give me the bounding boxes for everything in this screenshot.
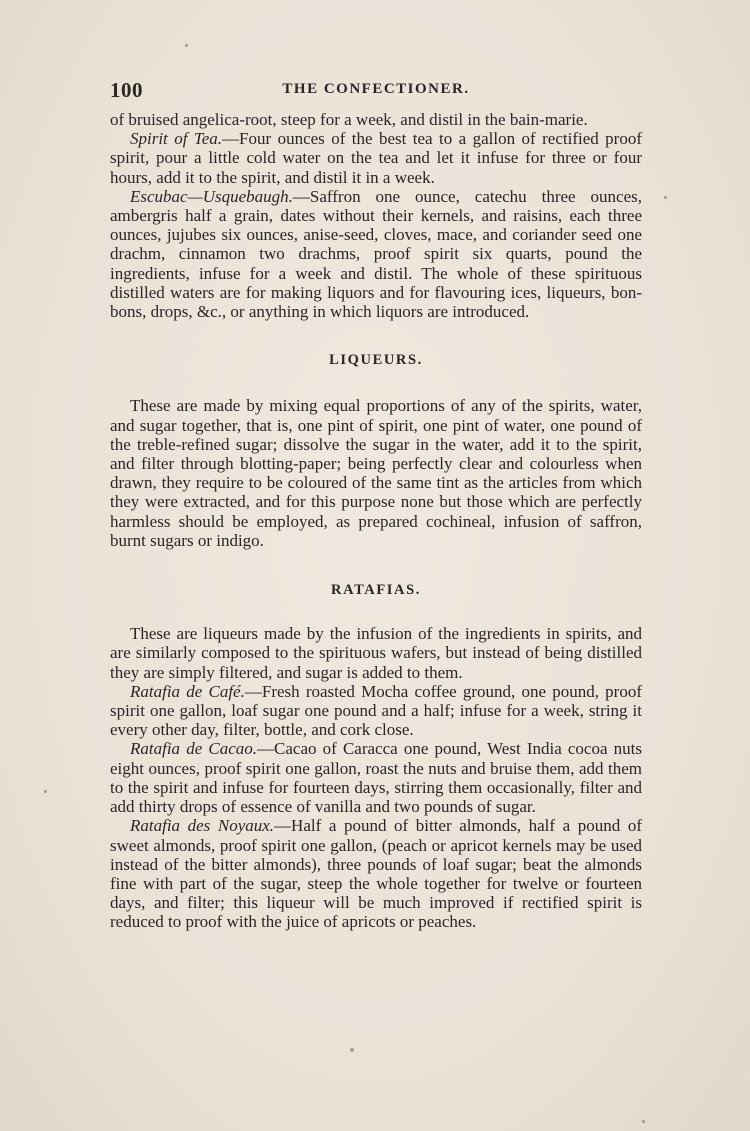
section-heading-ratafias: RATAFIAS. <box>331 582 421 599</box>
recipe-title: Ratafia de Café. <box>130 681 245 701</box>
recipe-text: —Saffron one ounce, catechu three ounces, ambergris half a grain, dates without their kernels, and raisins, each three ounces, jujubes six ounces, anise-seed, cloves, mace, and coriander seed one drachm, cinnamon two drachms, proof spirit six quarts, pound the ingredients, infuse for a week and distil. The whole of these spirituous distilled waters are for making liquors and for flavouring ices, liqueurs, bon-bons, drops, &c., or anything in which liquors are introduced. <box>110 186 642 322</box>
recipe-title: Escubac—Usquebaugh. <box>130 186 293 206</box>
paragraph-text: of bruised angelica-root, steep for a week, and distil in the bain-marie. <box>110 110 588 129</box>
recipe-text: —Fresh roasted Mocha coffee ground, one pound, proof spirit one gallon, loaf sugar one pound and a half; infuse for a week, string it every other day, filter, bottle, and cork close. <box>110 681 642 740</box>
paper-speck <box>350 1048 354 1052</box>
recipe-title: Ratafia des Noyaux. <box>130 816 275 836</box>
running-head: THE CONFECTIONER. <box>282 81 470 97</box>
ratafias-intro <box>110 624 642 682</box>
recipe-text: —Half a pound of bitter almonds, half a pound of sweet almonds, proof spirit one gallon, (peach or apricot kernels may be used instead of the bitter almonds), three pounds of loaf sugar; beat the almonds fine with part of the sugar, steep the whole together for twelve or fourteen days, and filter; this liqueur will be much improved if rectified spirit is reduced to proof with the juice of apricots or peaches. <box>110 816 642 932</box>
recipe-ratafia-de-cafe <box>110 682 642 740</box>
continued-paragraph <box>110 110 642 129</box>
section-heading-liqueurs: LIQUEURS. <box>329 352 423 369</box>
paper-speck <box>44 790 47 793</box>
recipe-text: —Cacao of Caracca one pound, West India cocoa nuts eight ounces, proof spirit one gallon, roast the nuts and bruise them, add them to the spirit and infuse for fourteen days, stirring them occasionally, filter and add thirty drops of essence of vanilla and two pounds of sugar. <box>110 739 643 817</box>
recipe-text: —Four ounces of the best tea to a gallon of rectified proof spirit, pour a little cold water on the tea and let it infuse for three or four hours, add it to the spirit, and distil it in a week. <box>110 129 642 187</box>
recipe-spirit-of-tea <box>110 129 642 187</box>
recipe-title: Ratafia de Cacao. <box>130 739 258 759</box>
page-number: 100 <box>110 78 143 102</box>
recipe-ratafia-de-cacao <box>110 739 642 816</box>
paragraph-text: These are made by mixing equal proportions of any of the spirits, water, and sugar together, that is, one pint of spirit, one pint of water, one pound of the treble-refined sugar; dissolve the sugar in the water, add it to the spirit, and filter through blotting-paper; being perfectly clear and colourless when drawn, they require to be coloured of the same tint as the articles from which they were extracted, and for this purpose none but those which are perfectly harmless should be employed, as prepared cochineal, infusion of saffron, burnt sugars or indigo. <box>110 396 642 550</box>
paper-speck <box>642 1120 645 1123</box>
page-body <box>110 110 642 932</box>
recipe-title: Spirit of Tea. <box>130 129 223 149</box>
paragraph-text: These are liqueurs made by the infusion of the ingredients in spirits, and are similarly composed to the spirituous wafers, but instead of being distilled they are simply filtered, and sugar is added to them. <box>110 624 642 682</box>
page-header <box>110 78 642 102</box>
recipe-escubac <box>110 187 642 321</box>
paper-speck <box>664 196 667 199</box>
recipe-ratafia-des-noyaux <box>110 816 642 931</box>
liqueurs-paragraph <box>110 396 642 550</box>
paper-speck <box>185 44 188 47</box>
